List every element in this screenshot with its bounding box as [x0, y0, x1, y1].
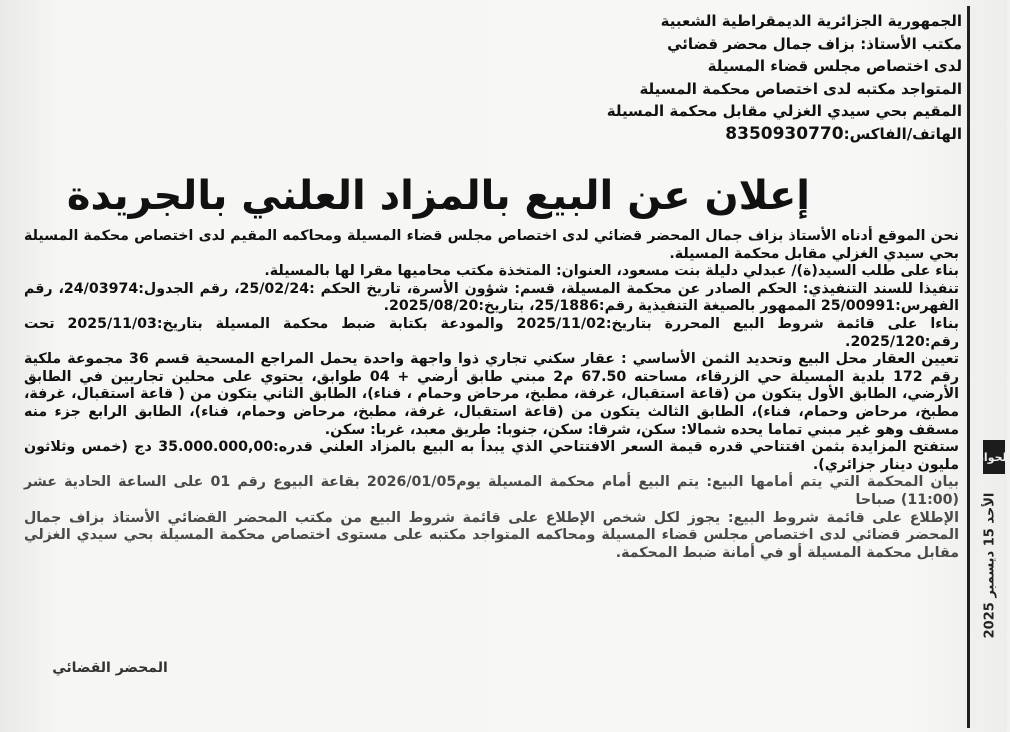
newspaper-logo-mark: الحوار — [983, 440, 1005, 474]
paragraph-conditions-list: بناءا على قائمة شروط البيع المحررة بتاريخ:2025/11/02 والمودعة بكتابة ضبط محكمة المسيلة بتاريخ:2025/11/03 تحت رقم:2025/120. — [24, 315, 959, 350]
paragraph-property-description: تعيين العقار محل البيع وتحديد الثمن الأساسي : عقار سكني تجاري ذوا واجهة واحدة يحمل المراجع المسحية قسم 36 مجموعة ملكية رقم 172 بلدية المسيلة حي الزرقاء، مساحته 67.50 م2 مبني طابق أرضي + 04 طوابق، يحتوي على محلين تجاريين في الطابق الأرضي، الطابق الأول يتكون من (قاعة استقبال، غرفة، مطبخ، مرحاض وحمام ، فناء)، الطابق الثاني يتكون من ( قاعة استقبال، غرفة، مطبخ، مرحاض وحمام، فناء)، الطابق الثالث يتكون من (قاعة استقبال، غرفة، مطبخ، مرحاض وحمام، فناء)، الطابق الرابع جزء منه مسقف وهو غير مبني تماما يحده شمالا: سكن، شرقا: سكن، جنوبا: طريق معبد، غربا: سكن. — [24, 351, 959, 438]
bailiff-signature: المحضر القضائي — [52, 660, 168, 676]
header-office: مكتب الأستاذ: بزاف جمال محضر قضائي — [667, 34, 962, 53]
paragraph-opening-price: ستفتح المزايدة بثمن افتتاحي قدره قيمة السعر الافتتاحي الذي يبدأ به البيع بالمزاد العلني قدره:35.000.000,00 دج (خمس وثلاثون مليون دينار جزائري). — [24, 439, 959, 473]
phone-label: الهاتف/الفاكس: — [843, 124, 962, 143]
paragraph-executive-title: تنفيذا للسند التنفيذي: الحكم الصادر عن محكمة المسيلة، قسم: شؤون الأسرة، تاريخ الحكم :25/02/24، رقم الجدول:24/03974، رقم الفهرس:25/00991 الممهور بالصيغة التنفيذية رقم:25/1886، بتاريخ:2025/08/20. — [24, 280, 960, 315]
issue-date: الأحد 15 ديسمبر 2025 — [982, 492, 998, 638]
header-jurisdiction: لدى اختصاص مجلس قضاء المسيلة — [707, 57, 962, 75]
phone-number: 8350930770 — [725, 123, 844, 144]
office-header — [402, 10, 962, 145]
paragraph-sale-court: بيان المحكمة التي يتم أمامها البيع: يتم البيع أمام محكمة المسيلة يوم2026/01/05 بقاعة البيوع رقم 01 على الساعة الحادية عشر (11:00) صباحا — [24, 474, 959, 508]
issue-date-strip — [977, 410, 1003, 720]
header-phone — [402, 123, 962, 146]
announcement-title: إعلان عن البيع بالمزاد العلني بالجريدة — [66, 173, 810, 219]
paragraph-request: بناء على طلب السيد(ة)/ عبدلي دليلة بنت مسعود، العنوان: المتخذة مكتب محاميها مقرا لها بالمسيلة. — [264, 263, 959, 280]
paragraph-intro: نحن الموقع أدناه الأستاذ بزاف جمال المحضر قضائي لدى اختصاص مجلس قضاء المسيلة ومحاكمه المقيم لدى اختصاص محكمة المسيلة بحي سيدي الغزلي مقابل محكمة المسيلة. — [24, 228, 959, 262]
header-court: المتواجد مكتبه لدى اختصاص محكمة المسيلة — [639, 79, 962, 98]
header-address: المقيم بحي سيدي الغزلي مقابل محكمة المسيلة — [606, 102, 962, 120]
announcement-body — [24, 228, 959, 562]
paragraph-inspection: الإطلاع على قائمة شروط البيع: يجوز لكل شخص الإطلاع على قائمة شروط البيع من مكتب المحضر القضائي الأستاذ بزاف جمال المحضر قضائي لدى اختصاص مجلس قضاء المسيلة ومحاكمه المتواجد مكتبه على مستوى اختصاص محكمة المسيلة بحي سيدي الغزلي مقابل محكمة المسيلة أو في أمانة ضبط المحكمة. — [24, 509, 959, 561]
header-republic: الجمهورية الجزائرية الديمقراطية الشعبية — [660, 12, 962, 30]
